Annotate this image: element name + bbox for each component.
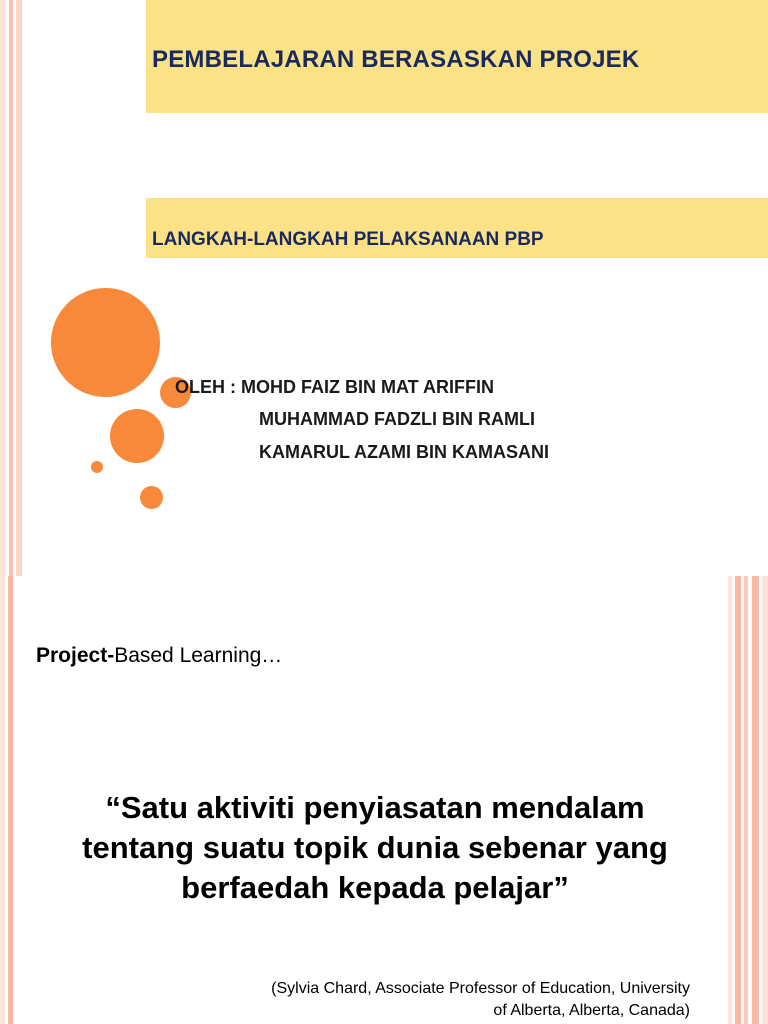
slide-title: PEMBELAJARAN BERASASKAN PROJEK	[152, 46, 640, 73]
author-line-1: OLEH : MOHD FAIZ BIN MAT ARIFFIN	[175, 377, 494, 397]
author-line-2: MUHAMMAD FADZLI BIN RAMLI	[259, 409, 535, 429]
author-line-3: KAMARUL AZAMI BIN KAMASANI	[259, 442, 549, 462]
heading-bold-part: Project-	[36, 644, 115, 667]
left-stripe-decoration	[0, 576, 20, 1024]
quote-line-2: tentang suatu topik dunia sebenar yang	[82, 830, 668, 865]
citation-line-2: of Alberta, Alberta, Canada)	[493, 1002, 690, 1019]
decorative-circle-tiny	[91, 461, 103, 473]
right-stripe-decoration	[728, 576, 768, 1024]
quote-line-1: “Satu aktiviti penyiasatan mendalam	[105, 790, 645, 825]
definition-quote	[30, 788, 720, 908]
decorative-circle-large	[51, 288, 160, 397]
citation-line-1: (Sylvia Chard, Associate Professor of Education, University	[271, 980, 690, 997]
section-heading	[36, 644, 282, 668]
definition-slide	[0, 576, 768, 1024]
slide-subtitle: LANGKAH-LANGKAH PELAKSANAAN PBP	[152, 229, 544, 250]
heading-rest-part: Based Learning…	[114, 644, 283, 667]
decorative-circle-small	[140, 486, 163, 509]
quote-line-3: berfaedah kepada pelajar”	[181, 870, 569, 905]
quote-citation	[130, 978, 690, 1022]
decorative-circle-medium	[110, 409, 164, 463]
left-stripe-decoration	[0, 0, 26, 576]
